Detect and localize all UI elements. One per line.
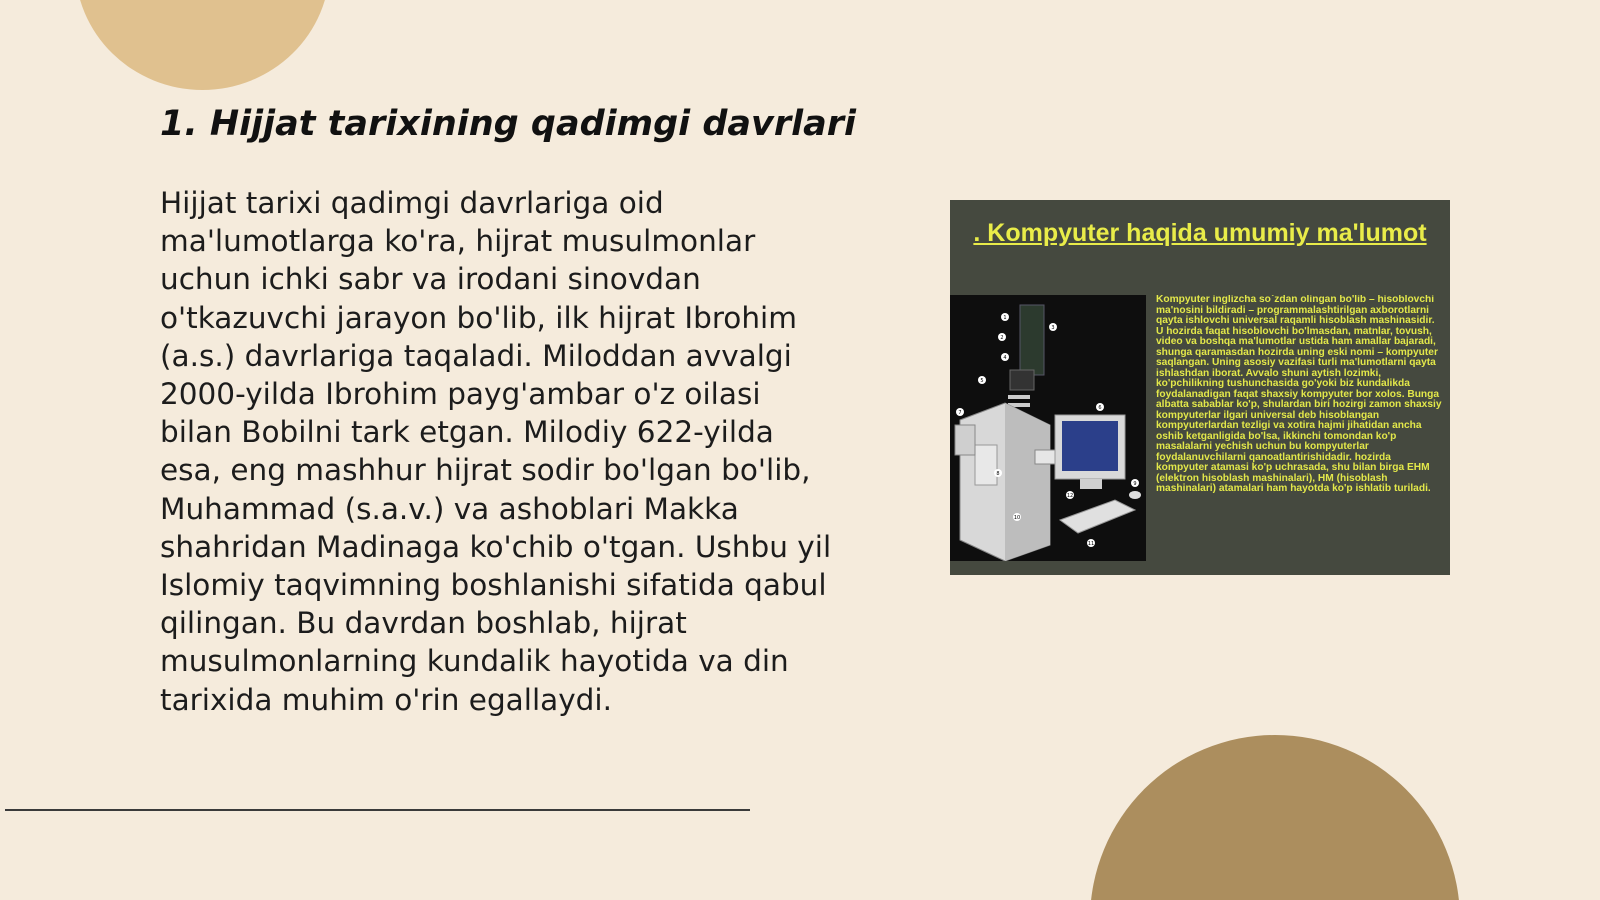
callout-label: 7 — [958, 410, 962, 416]
callout-label: 1 — [1003, 315, 1007, 321]
callout-label: 8 — [996, 471, 1000, 477]
image-panel-title: . Kompyuter haqida umumiy ma'lumot — [973, 219, 1427, 247]
slide-title: 1. Hijjat tarixining qadimgi davrlari — [160, 104, 856, 144]
decorative-circle-top — [75, 0, 330, 90]
slide-body-text: Hijjat tarixi qadimgi davrlariga oid ma'lumotlarga ko'ra, hijrat musulmonlar uchun ichki sabr va irodani sinovdan o'tkazuvchi jarayon bo'lib, ilk hijrat Ibrohim (a.s.) davrlariga taqaladi. Miloddan avvalgi 2000-yilda Ibrohim payg'ambar o'z oilasi bilan Bobilni tark etgan. Milodiy 622-yilda esa, eng mashhur hijrat sodir bo'lgan bo'lib, Muhammad (s.a.v.) va ashoblari Makka shahridan Madinaga ko'chib o'tgan. Ushbu yil Islomiy taqvimning boshlanishi sifatida qabul qilingan. Bu davrdan boshlab, hijrat musulmonlarning kundalik hayotida va din tarixida muhim o'rin egallaydi. — [160, 186, 832, 717]
decorative-circle-bottom — [1090, 735, 1460, 900]
callout-label: 6 — [1098, 405, 1102, 411]
computer-illustration-icon — [950, 295, 1146, 561]
divider-line — [5, 809, 750, 811]
computer-info-image — [950, 200, 1450, 575]
callout-label: 9 — [1133, 481, 1137, 487]
callout-label: 4 — [1003, 355, 1007, 361]
callout-label: 12 — [1066, 493, 1074, 499]
image-panel-description: Kompyuter inglizcha so`zdan olingan bo'lib – hisoblovchi ma'nosini bildiradi – programmalashtirilgan axborotlarni qayta ishlovchi universal raqamli hisoblash mashinasidir. U hozirda faqat hisoblovchi bo'lmasdan, matnlar, tovush, video va boshqa ma'lumotlar ustida ham amallar bajaradi, shunga qaramasdan hozirda uning eski nomi – kompyuter saqlangan. Uning asosiy vazifasi turli ma'lumotlarni qayta ishlashdan iborat. Avvalo shuni aytish lozimki, ko'pchilikning tushunchasida go'yoki biz kundalikda foydalanadigan faqat shaxsiy kompyuter bor xolos. Bunga albatta sabablar ko'p, shulardan biri hozirgi zamon shaxsiy kompyuterlar ilgari universal deb hisoblangan kompyuterlardan tezligi va xotira hajmi jihatidan ancha oshib ketganligida bo'lsa, ikkinchi tomondan ko'p masalalarni yechish uchun bu kompyuterlar foydalanuvchilarni qanoatlantirishidadir. hozirda kompyuter atamasi ko'p uchrasada, shu bilan birga EHM (elektron hisoblash mashinalari), HM (hisoblash mashinalari) atamalari ham hayotda ko'p ishlatib turiladi. — [1156, 295, 1442, 494]
callout-label: 2 — [1000, 335, 1004, 341]
callout-label: 5 — [980, 378, 984, 384]
callout-label: 3 — [1051, 325, 1055, 331]
callout-label: 10 — [1013, 515, 1021, 521]
callout-label: 11 — [1087, 541, 1095, 547]
